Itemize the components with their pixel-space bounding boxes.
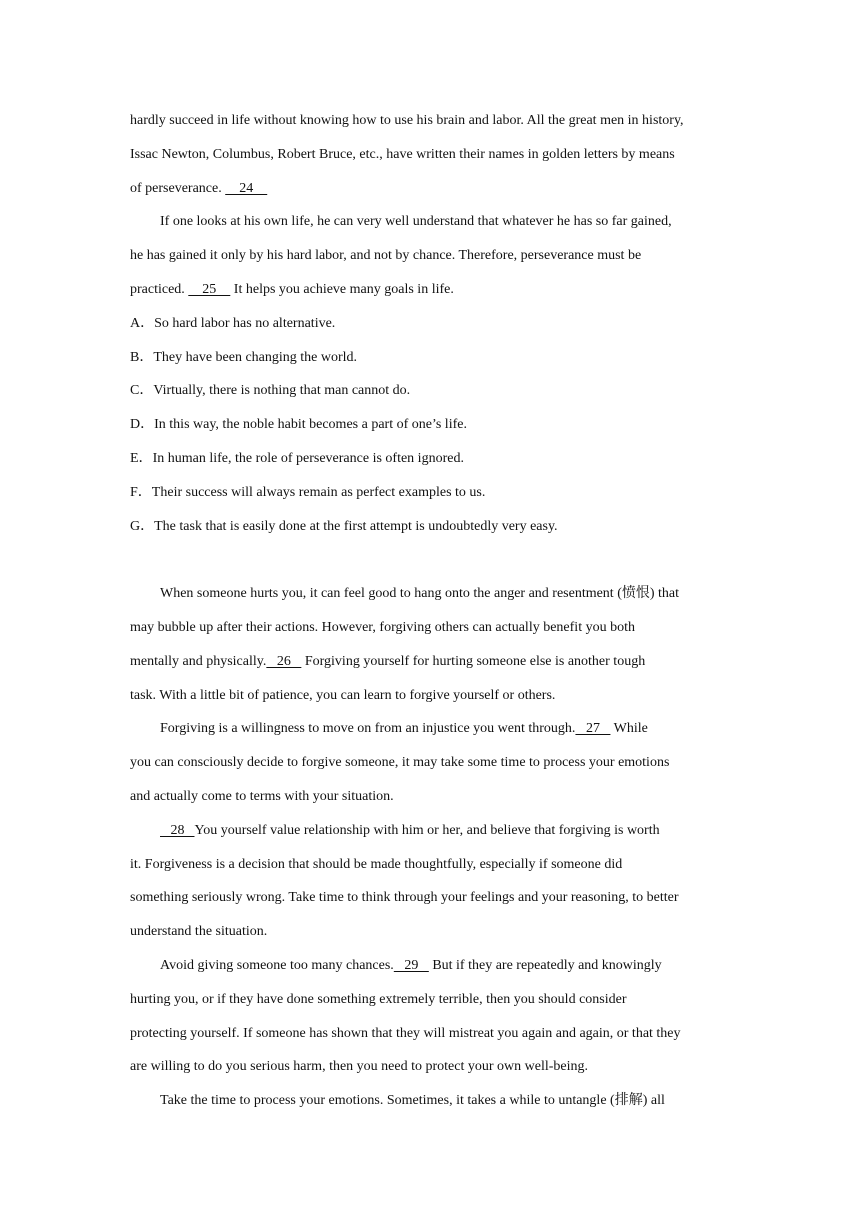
option-letter: F． [130,484,152,500]
option-c [130,380,730,414]
text-line: Issac Newton, Columbus, Robert Bruce, etc., have written their names in golden letters by means [130,146,675,162]
option-letter: D． [130,417,155,433]
option-g [130,516,730,550]
section-gap [130,549,730,583]
text-line: and actually come to terms with your situation. [130,788,394,804]
text-line: understand the situation. [130,924,268,940]
text-line: he has gained it only by his hard labor, and not by chance. Therefore, perseverance must be [130,248,642,264]
option-a [130,313,730,347]
text-segment: It helps you achieve many goals in life. [230,281,454,297]
text-line: task. With a little bit of patience, you can learn to forgive yourself or others. [130,687,556,703]
option-text: The task that is easily done at the first attempt is undoubtedly very easy. [154,518,558,534]
option-f [130,482,730,516]
text-line: are willing to do you serious harm, then you need to protect your own well-being. [130,1059,589,1075]
text-line [130,718,730,752]
text-line: it. Forgiveness is a decision that should be made thoughtfully, especially if someone did [130,856,623,872]
blank-28: 28 [160,822,195,838]
blank-27: 27 [575,721,611,737]
text-line: Take the time to process your emotions. Sometimes, it takes a while to untangle (排解) all [160,1093,665,1109]
option-letter: G． [130,518,155,534]
text-line: you can consciously decide to forgive someone, it may take some time to process your emotions [130,755,670,771]
text-line: protecting yourself. If someone has shown that they will mistreat you again and again, or that they [130,1025,681,1041]
blank-25: 25 [188,281,231,297]
option-text: Their success will always remain as perfect examples to us. [151,484,486,500]
option-letter: C． [130,383,154,399]
text-segment: mentally and physically. [130,653,267,669]
text-line [130,279,730,313]
blank-26: 26 [266,653,302,669]
option-letter: B． [130,349,154,365]
text-line: If one looks at his own life, he can very well understand that whatever he has so far gained, [160,214,672,230]
text-segment: Avoid giving someone too many chances. [160,957,394,973]
text-segment: Forgiving yourself for hurting someone else is another tough [301,653,646,669]
document-page [130,110,730,1124]
option-e [130,448,730,482]
text-segment: But if they are repeatedly and knowingly [428,957,662,973]
text-segment: While [610,721,648,737]
text-line: hurting you, or if they have done something extremely terrible, then you should consider [130,991,627,1007]
blank-29: 29 [393,957,429,973]
option-text: In this way, the noble habit becomes a part of one’s life. [154,417,467,433]
text-line: may bubble up after their actions. However, forgiving others can actually benefit you both [130,619,635,635]
option-text: They have been changing the world. [153,349,358,365]
text-line [130,651,730,685]
option-text: In human life, the role of perseverance is often ignored. [152,450,464,466]
text-line [130,820,730,854]
option-b [130,347,730,381]
option-letter: A． [130,315,155,331]
text-line [130,178,730,212]
text-segment: Forgiving is a willingness to move on from an injustice you went through. [160,721,576,737]
text-line: hardly succeed in life without knowing how to use his brain and labor. All the great men in history, [130,113,684,128]
text-line: When someone hurts you, it can feel good to hang onto the anger and resentment (愤恨) that [160,586,680,602]
option-letter: E． [130,450,153,466]
text-line [130,955,730,989]
text-line: something seriously wrong. Take time to think through your feelings and your reasoning, to better [130,890,679,906]
text-segment: You yourself value relationship with him or her, and believe that forgiving is worth [194,822,660,838]
text-segment: of perseverance. [130,180,226,196]
option-text: So hard labor has no alternative. [154,315,336,331]
option-d [130,414,730,448]
option-text: Virtually, there is nothing that man cannot do. [153,383,411,399]
blank-24: 24 [225,180,268,196]
text-segment: practiced. [130,281,189,297]
